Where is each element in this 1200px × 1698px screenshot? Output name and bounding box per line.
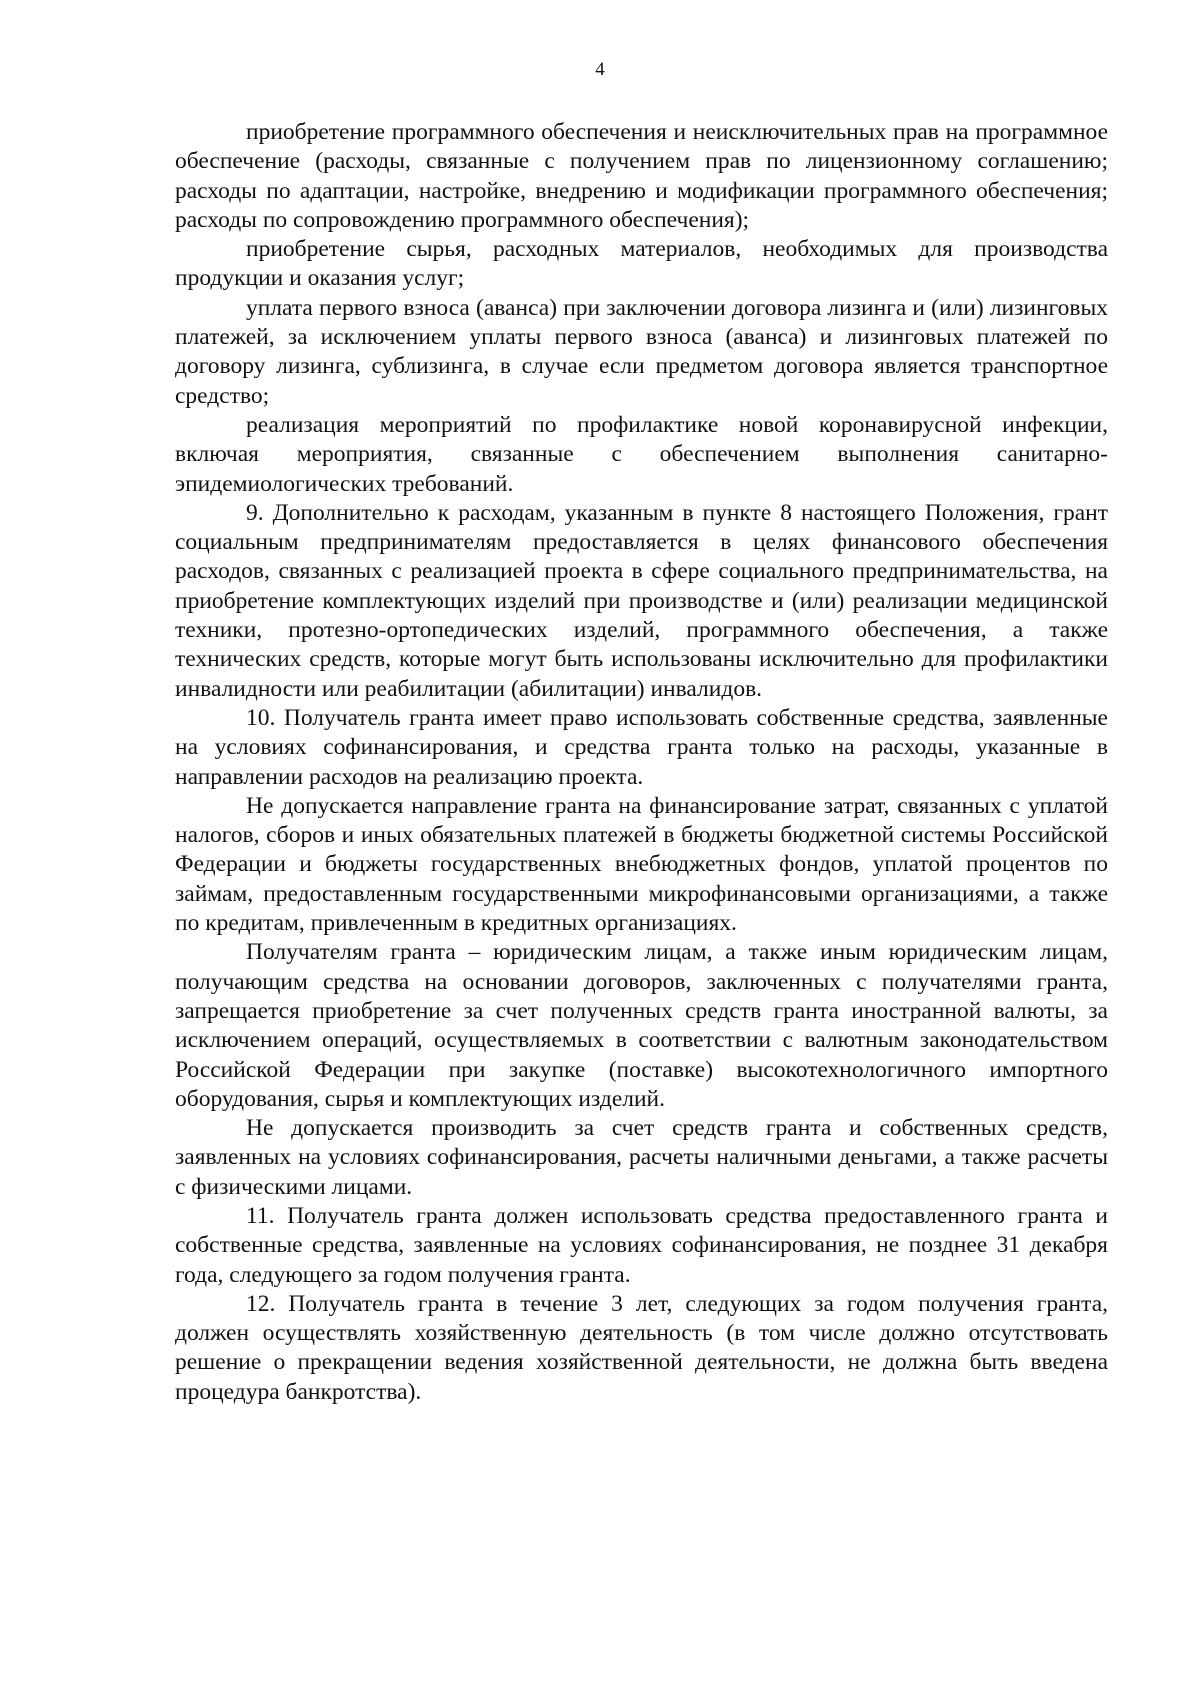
paragraph-software-purchase: приобретение программного обеспечения и неисключительных прав на программное обеспечение (расходы, связанные с получением прав по лицензионному соглашению; расходы по адаптации, настройке, внедрению и модификации программного обеспечения; расходы по сопровождению программного обеспечения); (175, 119, 1108, 233)
paragraph-leasing: уплата первого взноса (аванса) при заключении договора лизинга и (или) лизинговых платежей, за исключением уплаты первого взноса (аванса) и лизинговых платежей по договору лизинга, сублизинга, в случае если предметом договора является транспортное средство; (175, 294, 1108, 409)
paragraph-item-12: 12. Получатель гранта в течение 3 лет, следующих за годом получения гранта, должен осуществлять хозяйственную деятельность (в том числе должно отсутствовать решение о прекращении ведения хозяйственной деятельности, не должна быть введена процедура банкротства). (175, 1290, 1108, 1405)
paragraph-raw-materials: приобретение сырья, расходных материалов, необходимых для производства продукции и оказания услуг; (175, 236, 1108, 292)
paragraph-cash-payments: Не допускается производить за счет средств гранта и собственных средств, заявленных на условиях софинансирования, расчеты наличными деньгами, а также расчеты с физическими лицами. (175, 1115, 1108, 1200)
paragraph-item-11: 11. Получатель гранта должен использовать средства предоставленного гранта и собственные средства, заявленные на условиях софинансирования, не позднее 31 декабря года, следующего за годом получения гранта. (175, 1202, 1108, 1288)
page-number: 4 (595, 59, 605, 80)
document-body (175, 118, 1108, 1407)
paragraph-item-9: 9. Дополнительно к расходам, указанным в пункте 8 настоящего Положения, грант социальным предпринимателям предоставляется в целях финансового обеспечения расходов, связанных с реализацией проекта в сфере социального предпринимательства, на приобретение комплектующих изделий при производстве и (или) реализации медицинской техники, протезно-ортопедических изделий, программного обеспечения, а также технических средств, которые могут быть использованы исключительно для профилактики инвалидности или реабилитации (абилитации) инвалидов. (175, 499, 1108, 702)
paragraph-coronavirus: реализация мероприятий по профилактике новой коронавирусной инфекции, включая мероприятия, связанные с обеспечением выполнения санитарно-эпидемиологических требований. (175, 411, 1108, 497)
paragraph-item-10: 10. Получатель гранта имеет право использовать собственные средства, заявленные на условиях софинансирования, и средства гранта только на расходы, указанные в направлении расходов на реализацию проекта. (175, 704, 1108, 790)
paragraph-prohibited-taxes: Не допускается направление гранта на финансирование затрат, связанных с уплатой налогов, сборов и иных обязательных платежей в бюджеты бюджетной системы Российской Федерации и бюджеты государственных внебюджетных фондов, уплатой процентов по займам, предоставленным государственными микрофинансовыми организациями, а также по кредитам, привлеченным в кредитных организациях. (175, 792, 1108, 937)
paragraph-foreign-currency: Получателям гранта – юридическим лицам, а также иным юридическим лицам, получающим средства на основании договоров, заключенных с получателями гранта, запрещается приобретение за счет полученных средств гранта иностранной валюты, за исключением операций, осуществляемых в соответствии с валютным законодательством Российской Федерации при закупке (поставке) высокотехнологичного импортного оборудования, сырья и комплектующих изделий. (175, 939, 1108, 1112)
